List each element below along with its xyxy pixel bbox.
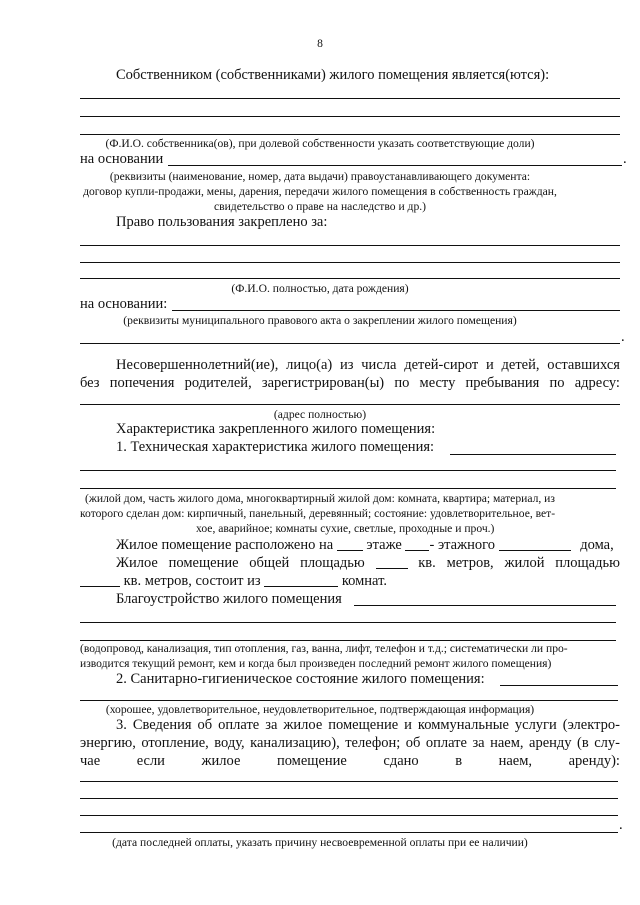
tech-line-1 (80, 470, 616, 471)
word: энергию, (80, 735, 136, 751)
word: наем, (498, 753, 533, 769)
word: Жилое (116, 555, 158, 571)
tech-caption-line-1: (жилой дом, часть жилого дома, многоквартирный жилой дом: комната, квартира; материал, из (85, 492, 555, 505)
tech-caption-line-3: хое, аварийное; комнаты сухие, светлые, проходные и проч.) (196, 522, 495, 535)
word: помещение (276, 753, 347, 769)
word: аренду): (568, 753, 620, 769)
word: канализацию), (250, 735, 340, 751)
payment-caption: (дата последней оплаты, указать причину несвоевременной оплаты при ее наличии) (112, 836, 528, 849)
word: жилой (504, 555, 545, 571)
word: попечения (109, 375, 175, 391)
use-right-heading: Право пользования закреплено за: (116, 214, 328, 230)
total-area-blank (376, 556, 408, 569)
word: по (549, 375, 565, 391)
floor-text-3: - этажного (429, 537, 495, 553)
amenities-caption-line-2: изводится текущий ремонт, кем и когда был произведен последний ремонт жилого помещения) (80, 657, 552, 670)
word: за (472, 735, 485, 751)
amenities-line-1 (80, 622, 616, 623)
word: лицо(а) (286, 357, 333, 373)
word: оплате (425, 735, 467, 751)
word: и (404, 717, 412, 733)
word: Несовершеннолетний(ие), (116, 357, 279, 373)
word: зарегистрирован(ы) (261, 375, 385, 391)
word: наем, (490, 735, 524, 751)
word: об (197, 717, 213, 733)
word: жилое (283, 717, 323, 733)
word: помещение (168, 555, 239, 571)
word: детей, (501, 357, 540, 373)
word: если (136, 753, 165, 769)
rooms-line (80, 574, 387, 589)
floor-text-4: дома, (580, 537, 614, 553)
payment-line-2 (80, 736, 620, 751)
payment-line-blank-3 (80, 815, 618, 816)
use-right-caption: (Ф.И.О. полностью, дата рождения) (231, 282, 409, 295)
amenities-heading: Благоустройство жилого помещения (116, 591, 342, 607)
use-right-line-2 (80, 262, 620, 263)
payment-line-3 (80, 754, 620, 769)
word: оставшихся (547, 357, 620, 373)
word: отопление, (141, 735, 209, 751)
page-number: 8 (317, 37, 323, 50)
area-line (116, 556, 620, 571)
sanitary-line-1 (80, 700, 618, 701)
word: об (405, 735, 421, 751)
payment-line-blank-1 (80, 781, 618, 782)
word: в (455, 753, 463, 769)
amenities-line-2 (80, 640, 616, 641)
word: метров, (446, 555, 494, 571)
word: телефон; (345, 735, 401, 751)
floor-line (116, 538, 614, 553)
floor-text-1: Жилое помещение расположено на (116, 537, 334, 553)
tech-line-2 (80, 488, 616, 489)
word: без (80, 375, 100, 391)
characteristics-heading: Характеристика закрепленного жилого помещения: (116, 421, 436, 437)
word: сдано (383, 753, 419, 769)
basis-line-2 (172, 310, 620, 311)
tech-caption-line-2: которого сделан дом: кирпичный, панельный, деревянный; состояние: удовлетворительное, вет- (80, 507, 556, 520)
word: адресу: (574, 375, 620, 391)
word: помещение (328, 717, 399, 733)
word: кв. (418, 555, 436, 571)
word: 3. (116, 717, 127, 733)
word: слу- (594, 735, 620, 751)
basis-line-1 (168, 165, 622, 166)
word: аренду (529, 735, 572, 751)
payment-line-blank-2 (80, 798, 618, 799)
address-caption: (адрес полностью) (273, 408, 367, 421)
word: жилое (201, 753, 241, 769)
basis-caption-line-2: договор купли-продажи, мены, дарения, передачи жилого помещения в собственность граждан, (83, 185, 557, 198)
word: чае (80, 753, 101, 769)
payment-line-1 (116, 718, 620, 733)
minor-paragraph-line-1 (116, 358, 620, 373)
word: воду, (214, 735, 245, 751)
basis-line-2b (80, 343, 620, 344)
word: по (394, 375, 410, 391)
word: Сведения (132, 717, 192, 733)
rooms-text-2: комнат. (341, 573, 387, 589)
owner-line-3 (80, 134, 620, 135)
word: пребывания (465, 375, 540, 391)
basis-label-1: на основании (80, 151, 164, 167)
sanitary-caption: (хорошее, удовлетворительное, неудовлетворительное, подтверждающая информация) (105, 703, 535, 716)
owner-heading: Собственником (собственниками) жилого помещения является(ются): (116, 67, 550, 83)
owner-line-2 (80, 116, 620, 117)
basis-label-2: на основании: (80, 296, 168, 312)
word: за (265, 717, 278, 733)
word: детей-сирот (404, 357, 479, 373)
word: (электро- (562, 717, 620, 733)
basis-caption-2: (реквизиты муниципального правового акта о закреплении жилого помещения) (123, 314, 517, 327)
basis-caption-line-3: свидетельство о праве на наследство и др.) (213, 200, 427, 213)
tech-heading: 1. Техническая характеристика жилого помещения: (116, 439, 435, 455)
word: и (485, 357, 494, 373)
sanitary-heading: 2. Санитарно-гигиеническое состояние жилого помещения: (116, 671, 485, 687)
word: общей (249, 555, 290, 571)
basis-caption-line-1: (реквизиты (наименование, номер, дата выдачи) правоустанавливающего документа: (109, 170, 531, 183)
word: (в (577, 735, 589, 751)
word: родителей, (184, 375, 252, 391)
payment-line-blank-4 (80, 832, 618, 833)
rooms-blank (264, 574, 338, 587)
tech-line-inline (450, 454, 616, 455)
living-area-blank (80, 574, 120, 587)
address-line (80, 404, 620, 405)
storeys-blank (405, 538, 429, 551)
minor-paragraph-line-2 (80, 376, 620, 391)
word: оплате (218, 717, 260, 733)
sanitary-line-inline (500, 685, 618, 686)
use-right-line-3 (80, 278, 620, 279)
word: площадью (300, 555, 365, 571)
rooms-text-1: кв. метров, состоит из (123, 573, 261, 589)
word: из (340, 357, 354, 373)
amenities-line-inline (354, 605, 616, 606)
floor-text-2: этаже (366, 537, 402, 553)
owner-line-1 (80, 98, 620, 99)
use-right-line-1 (80, 245, 620, 246)
house-blank (499, 538, 571, 551)
amenities-caption-line-1: (водопровод, канализация, тип отопления, газ, ванна, лифт, телефон и т.д.; систематически ли про- (80, 642, 568, 655)
word: коммунальные (417, 717, 509, 733)
owner-caption: (Ф.И.О. собственника(ов), при долевой собственности указать соответствующие доли) (105, 137, 535, 150)
payment-end: . (619, 817, 623, 833)
floor-blank (337, 538, 363, 551)
basis-end-2: . (621, 329, 625, 345)
word: площадью (555, 555, 620, 571)
basis-end-1: . (623, 151, 627, 167)
word: услуги (514, 717, 557, 733)
word: месту (419, 375, 456, 391)
word: числа (361, 357, 397, 373)
